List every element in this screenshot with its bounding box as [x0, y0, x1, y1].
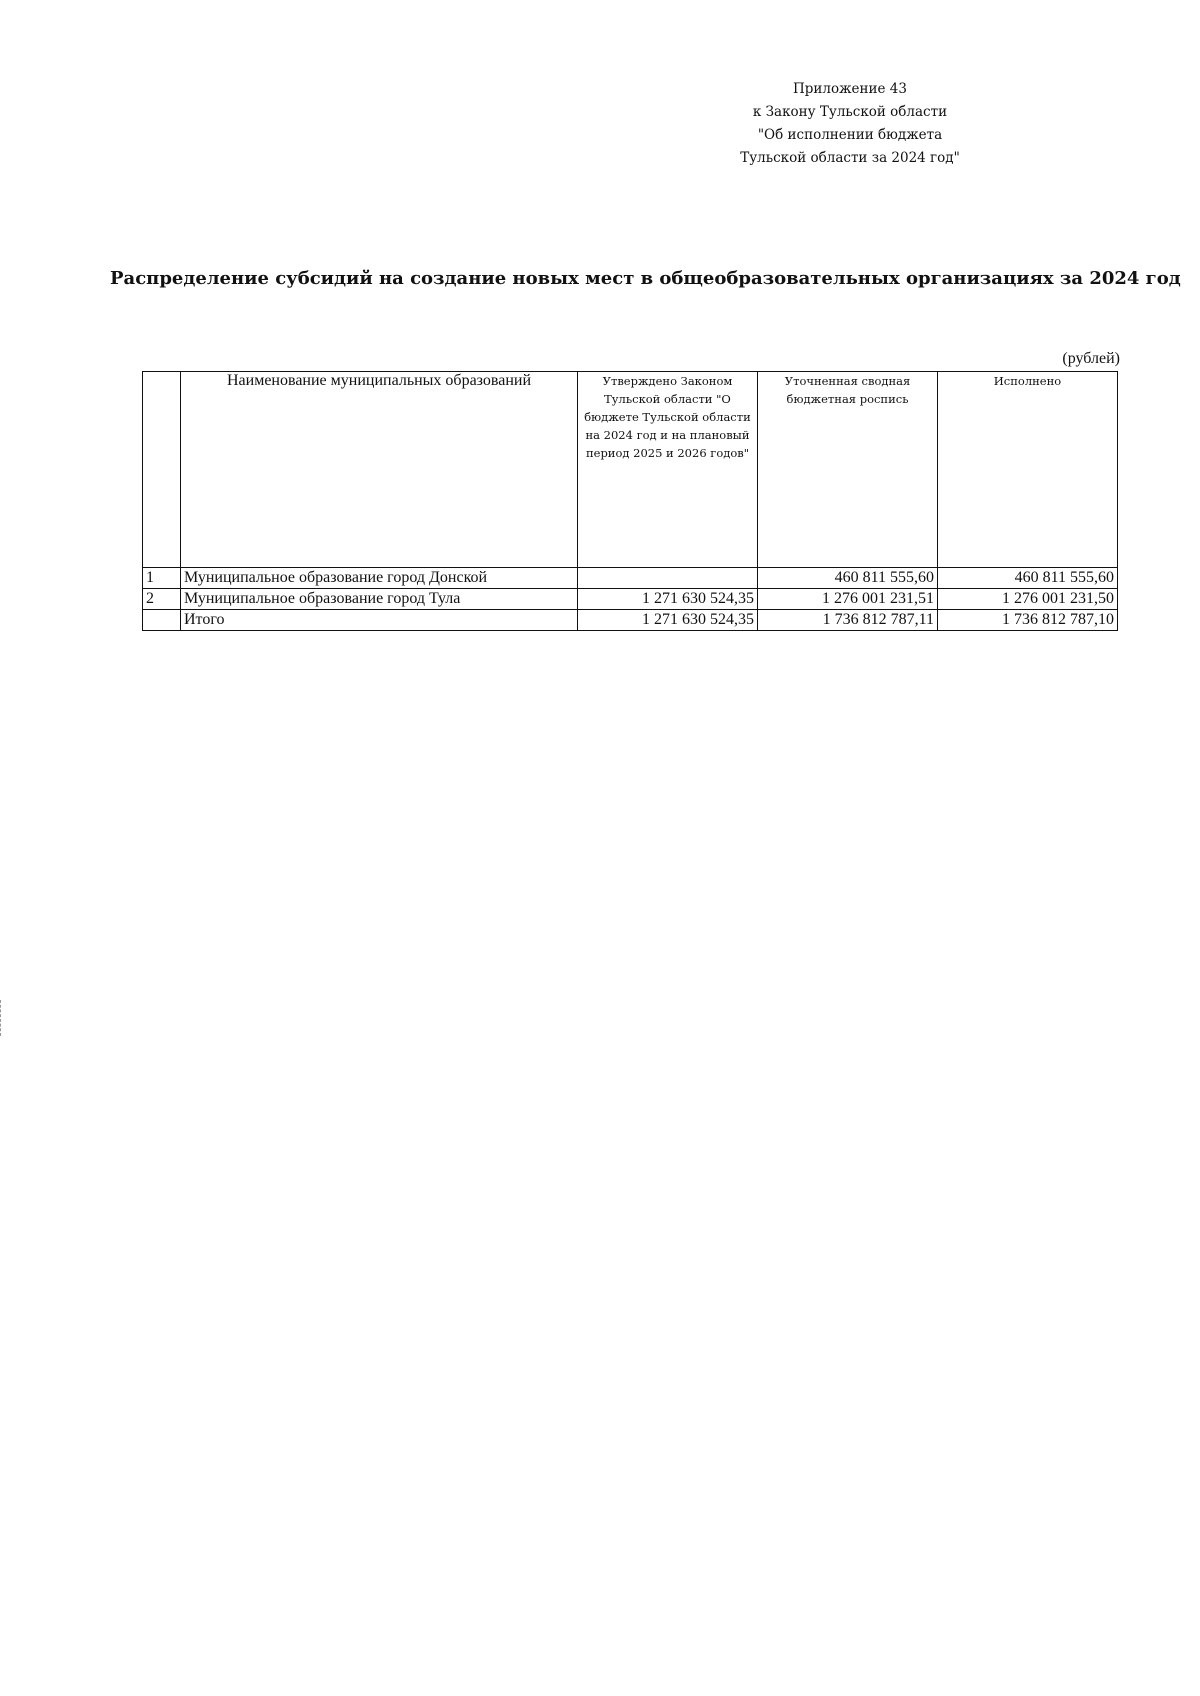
row-approved [578, 568, 758, 589]
row-executed: 460 811 555,60 [938, 568, 1118, 589]
table-row [143, 568, 1118, 589]
row-name: Муниципальное образование город Донской [181, 568, 578, 589]
column-header-approved: Утверждено Законом Тульской области "О бюджете Тульской области на 2024 год и на плановый период 2025 и 2026 годов" [578, 372, 758, 568]
scan-edge-mark [0, 1000, 3, 1036]
table-header-row [143, 372, 1118, 568]
column-header-refined: Уточненная сводная бюджетная роспись [758, 372, 938, 568]
total-refined: 1 736 812 787,11 [758, 610, 938, 631]
appendix-line: Приложение 43 [793, 81, 907, 97]
document-title: Распределение субсидий на создание новых мест в общеобразовательных организациях за 2024 год [110, 268, 1181, 289]
appendix-line: Тульской области за 2024 год" [740, 150, 960, 166]
row-refined: 460 811 555,60 [758, 568, 938, 589]
row-approved: 1 271 630 524,35 [578, 589, 758, 610]
row-number: 2 [143, 589, 181, 610]
total-name: Итого [181, 610, 578, 631]
table-row [143, 589, 1118, 610]
subsidy-table [142, 371, 1118, 631]
table-total-row [143, 610, 1118, 631]
column-header-name: Наименование муниципальных образований [181, 372, 578, 568]
row-number: 1 [143, 568, 181, 589]
row-name: Муниципальное образование город Тула [181, 589, 578, 610]
row-executed: 1 276 001 231,50 [938, 589, 1118, 610]
total-executed: 1 736 812 787,10 [938, 610, 1118, 631]
appendix-header [700, 78, 1000, 170]
appendix-line: к Закону Тульской области [752, 104, 948, 120]
total-approved: 1 271 630 524,35 [578, 610, 758, 631]
row-refined: 1 276 001 231,51 [758, 589, 938, 610]
total-number [143, 610, 181, 631]
appendix-line: "Об исполнении бюджета [757, 127, 943, 143]
units-label: (рублей) [1062, 350, 1120, 367]
column-header-executed: Исполнено [938, 372, 1118, 568]
column-header-number [143, 372, 181, 568]
